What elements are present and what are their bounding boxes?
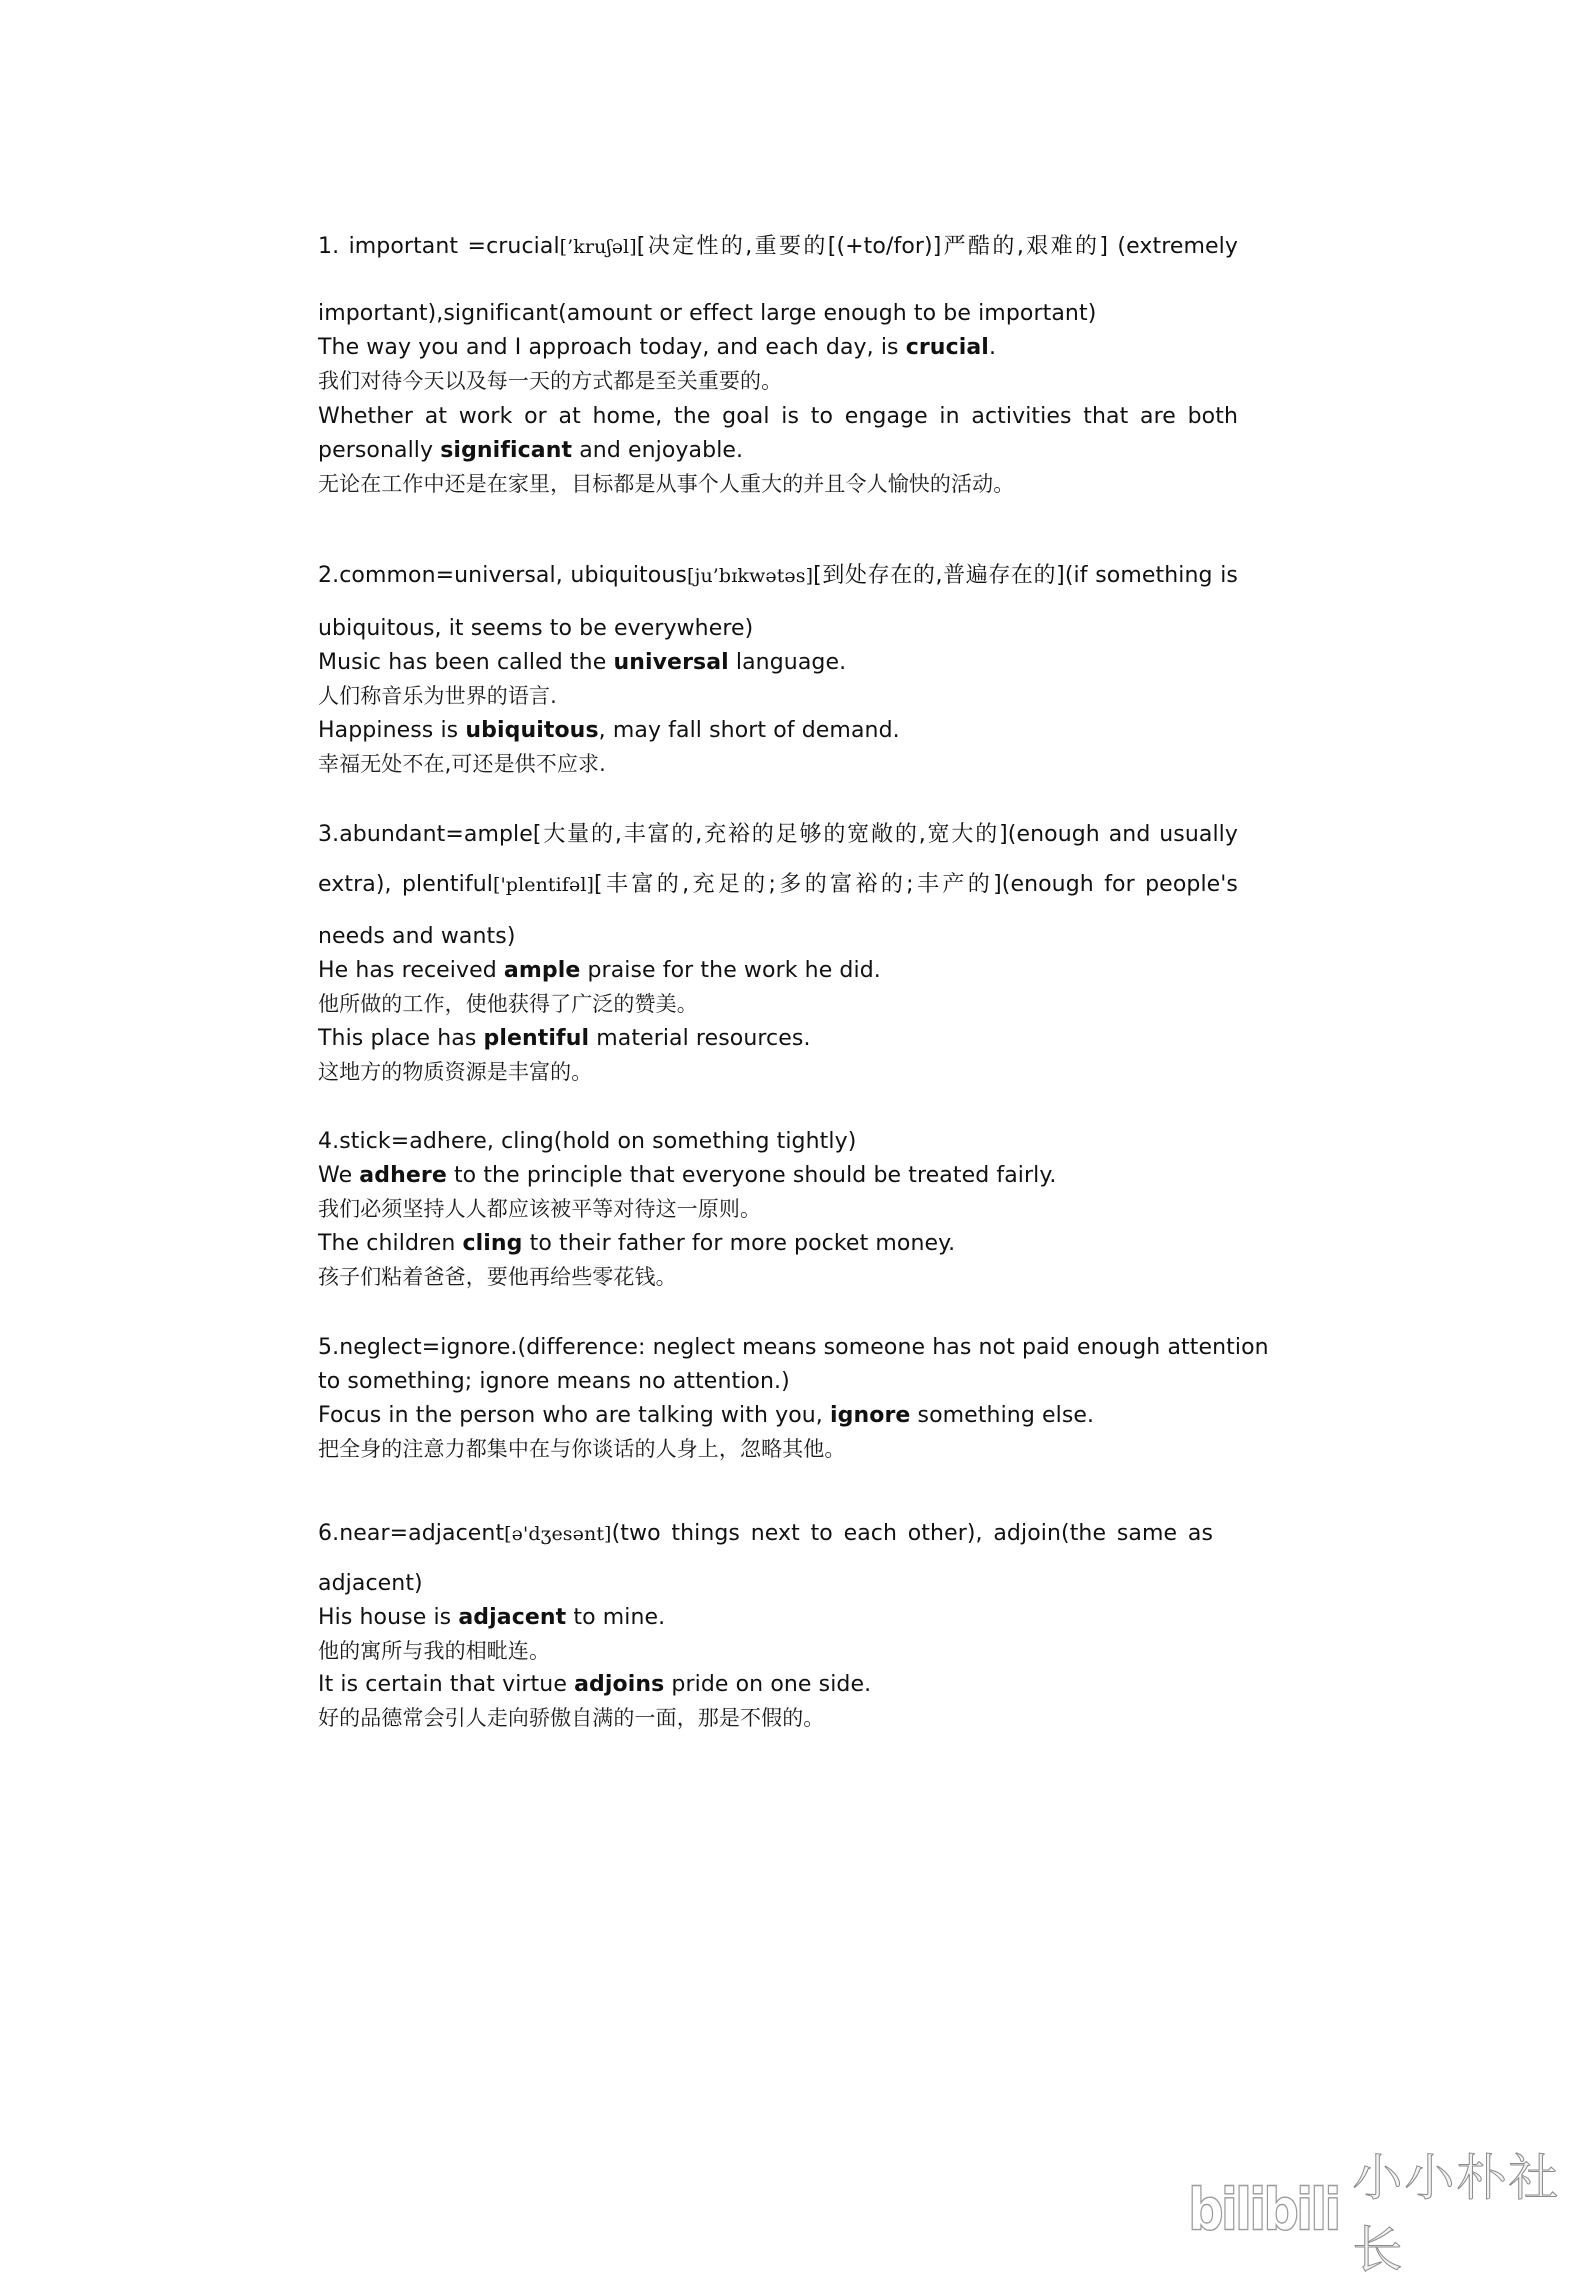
keyword: crucial (905, 335, 989, 360)
bilibili-logo: bilibili (1188, 2176, 1339, 2244)
watermark-author: 小小朴社长 (1352, 2149, 1561, 2279)
example-text: Happiness is (318, 718, 466, 743)
entry-1-definition-start: (extremely (1108, 234, 1238, 259)
entry-2-heading-line-2: ubiquitous, it seems to be everywhere) (318, 616, 754, 641)
entry-6-ipa: [ə'dʒesənt] (504, 1523, 612, 1545)
entry-2-example-1-zh: 人们称音乐为世界的语言. (318, 684, 557, 708)
keyword: ignore (830, 1403, 911, 1428)
entry-3-synonym: extra), plentiful (318, 872, 493, 897)
keyword: adjoins (574, 1672, 665, 1697)
entry-3-example-1-en (318, 956, 1238, 986)
keyword: adhere (359, 1163, 447, 1188)
example-text: Music has been called the (318, 650, 614, 675)
keyword: adjacent (458, 1605, 567, 1630)
entry-1-example-1-en (318, 333, 1238, 363)
entry-3-example-2-zh: 这地方的物质资源是丰富的。 (318, 1060, 593, 1084)
example-text: It is certain that virtue (318, 1672, 575, 1697)
entry-5-example-1-en (318, 1401, 1238, 1431)
keyword: universal (613, 650, 729, 675)
entry-5-example-1-zh: 把全身的注意力都集中在与你谈话的人身上，忽略其他。 (318, 1437, 846, 1461)
example-text: material resources. (589, 1026, 811, 1051)
entry-6-example-1-en (318, 1603, 1238, 1633)
example-text: personally (318, 438, 441, 463)
entry-3-gloss-2: [丰富的,充足的;多的富裕的;丰产的] (594, 872, 1002, 897)
entry-6-heading-line-1 (318, 1519, 1213, 1549)
entry-1-gloss: [决定性的,重要的[(+to/for)]严酷的,艰难的] (636, 234, 1109, 259)
example-text: and enjoyable. (572, 438, 744, 463)
entry-4-heading-line-1: 4.stick=adhere, cling(hold on something tightly) (318, 1129, 857, 1154)
entry-5-heading-line-1: 5.neglect=ignore.(difference: neglect means someone has not paid enough attention (318, 1335, 1269, 1360)
entry-2-example-2-zh: 幸福无处不在,可还是供不应求. (318, 752, 606, 776)
example-text: to mine. (566, 1605, 666, 1630)
entry-5-heading-line-2: to something; ignore means no attention.) (318, 1369, 790, 1394)
entry-4-example-1-en (318, 1161, 1238, 1191)
entry-1-example-1-zh: 我们对待今天以及每一天的方式都是至关重要的。 (318, 369, 783, 393)
entry-2-heading-line-1 (318, 561, 1238, 591)
example-text: The way you and I approach today, and each day, is (318, 335, 906, 360)
entry-4-example-2-en (318, 1229, 1238, 1259)
entry-1-headword: 1. important =crucial (318, 234, 560, 259)
entry-3-headword: 3.abundant=ample (318, 822, 533, 847)
example-text: The children (318, 1231, 463, 1256)
example-text: to the principle that everyone should be treated fairly. (446, 1163, 1057, 1188)
entry-1-example-2-en-line-2 (318, 436, 1238, 466)
keyword: significant (440, 438, 573, 463)
entry-1-ipa: [’kruʃəl] (559, 236, 637, 258)
entry-4-example-1-zh: 我们必须坚持人人都应该被平等对待这一原则。 (318, 1197, 762, 1221)
entry-3-gloss: [大量的,丰富的,充裕的足够的宽敞的,宽大的] (532, 822, 1008, 847)
example-text: This place has (318, 1026, 484, 1051)
entry-6-heading-line-2: adjacent) (318, 1571, 423, 1596)
entry-3-definition-start: (enough and usually (1007, 822, 1238, 847)
entry-2-definition-start: (if something is (1064, 563, 1238, 588)
entry-6-example-2-en (318, 1670, 1238, 1700)
entry-3-heading-line-1 (318, 820, 1238, 850)
entry-2-ipa: [ju’bɪkwətəs] (686, 565, 814, 587)
entry-3-heading-line-3: needs and wants) (318, 924, 516, 949)
entry-6-headword: 6.near=adjacent (318, 1521, 505, 1546)
entry-1-example-2-en-line-1: Whether at work or at home, the goal is to engage in activities that are both (318, 404, 1238, 429)
keyword: cling (462, 1231, 523, 1256)
entry-3-definition-2: (enough for people's (1001, 872, 1238, 897)
entry-4-example-2-zh: 孩子们粘着爸爸，要他再给些零花钱。 (318, 1265, 677, 1289)
entry-2-example-2-en (318, 716, 1238, 746)
entry-3-ipa: ['plentifəl] (492, 874, 595, 896)
entry-3-example-1-zh: 他所做的工作，使他获得了广泛的赞美。 (318, 992, 698, 1016)
keyword: ubiquitous (465, 718, 599, 743)
example-text: Focus in the person who are talking with you, (318, 1403, 830, 1428)
entry-1-heading-line-1 (318, 232, 1238, 262)
entry-2-example-1-en (318, 648, 1238, 678)
entry-2-gloss: [到处存在的,普遍存在的] (813, 563, 1065, 588)
example-text: to their father for more pocket money. (522, 1231, 956, 1256)
keyword: ample (503, 958, 581, 983)
entry-6-example-2-zh: 好的品德常会引人走向骄傲自满的一面，那是不假的。 (318, 1706, 825, 1730)
example-text: pride on one side. (664, 1672, 872, 1697)
example-text: . (988, 335, 997, 360)
example-text: praise for the work he did. (580, 958, 881, 983)
entry-6-definition-start: (two things next to each other), adjoin(the same as (611, 1521, 1213, 1546)
example-text: He has received (318, 958, 504, 983)
entry-3-heading-line-2 (318, 870, 1238, 900)
example-text: language. (728, 650, 847, 675)
keyword: plentiful (483, 1026, 590, 1051)
entry-2-headword: 2.common=universal, ubiquitous (318, 563, 687, 588)
entry-6-example-1-zh: 他的寓所与我的相毗连。 (318, 1639, 551, 1663)
example-text: , may fall short of demand. (598, 718, 900, 743)
example-text: something else. (910, 1403, 1095, 1428)
watermark (1188, 2149, 1587, 2279)
entry-3-example-2-en (318, 1024, 1238, 1054)
example-text: We (318, 1163, 360, 1188)
entry-1-example-2-zh: 无论在工作中还是在家里，目标都是从事个人重大的并且令人愉快的活动。 (318, 472, 1015, 496)
entry-1-heading-line-2: important),significant(amount or effect large enough to be important) (318, 301, 1097, 326)
example-text: His house is (318, 1605, 459, 1630)
